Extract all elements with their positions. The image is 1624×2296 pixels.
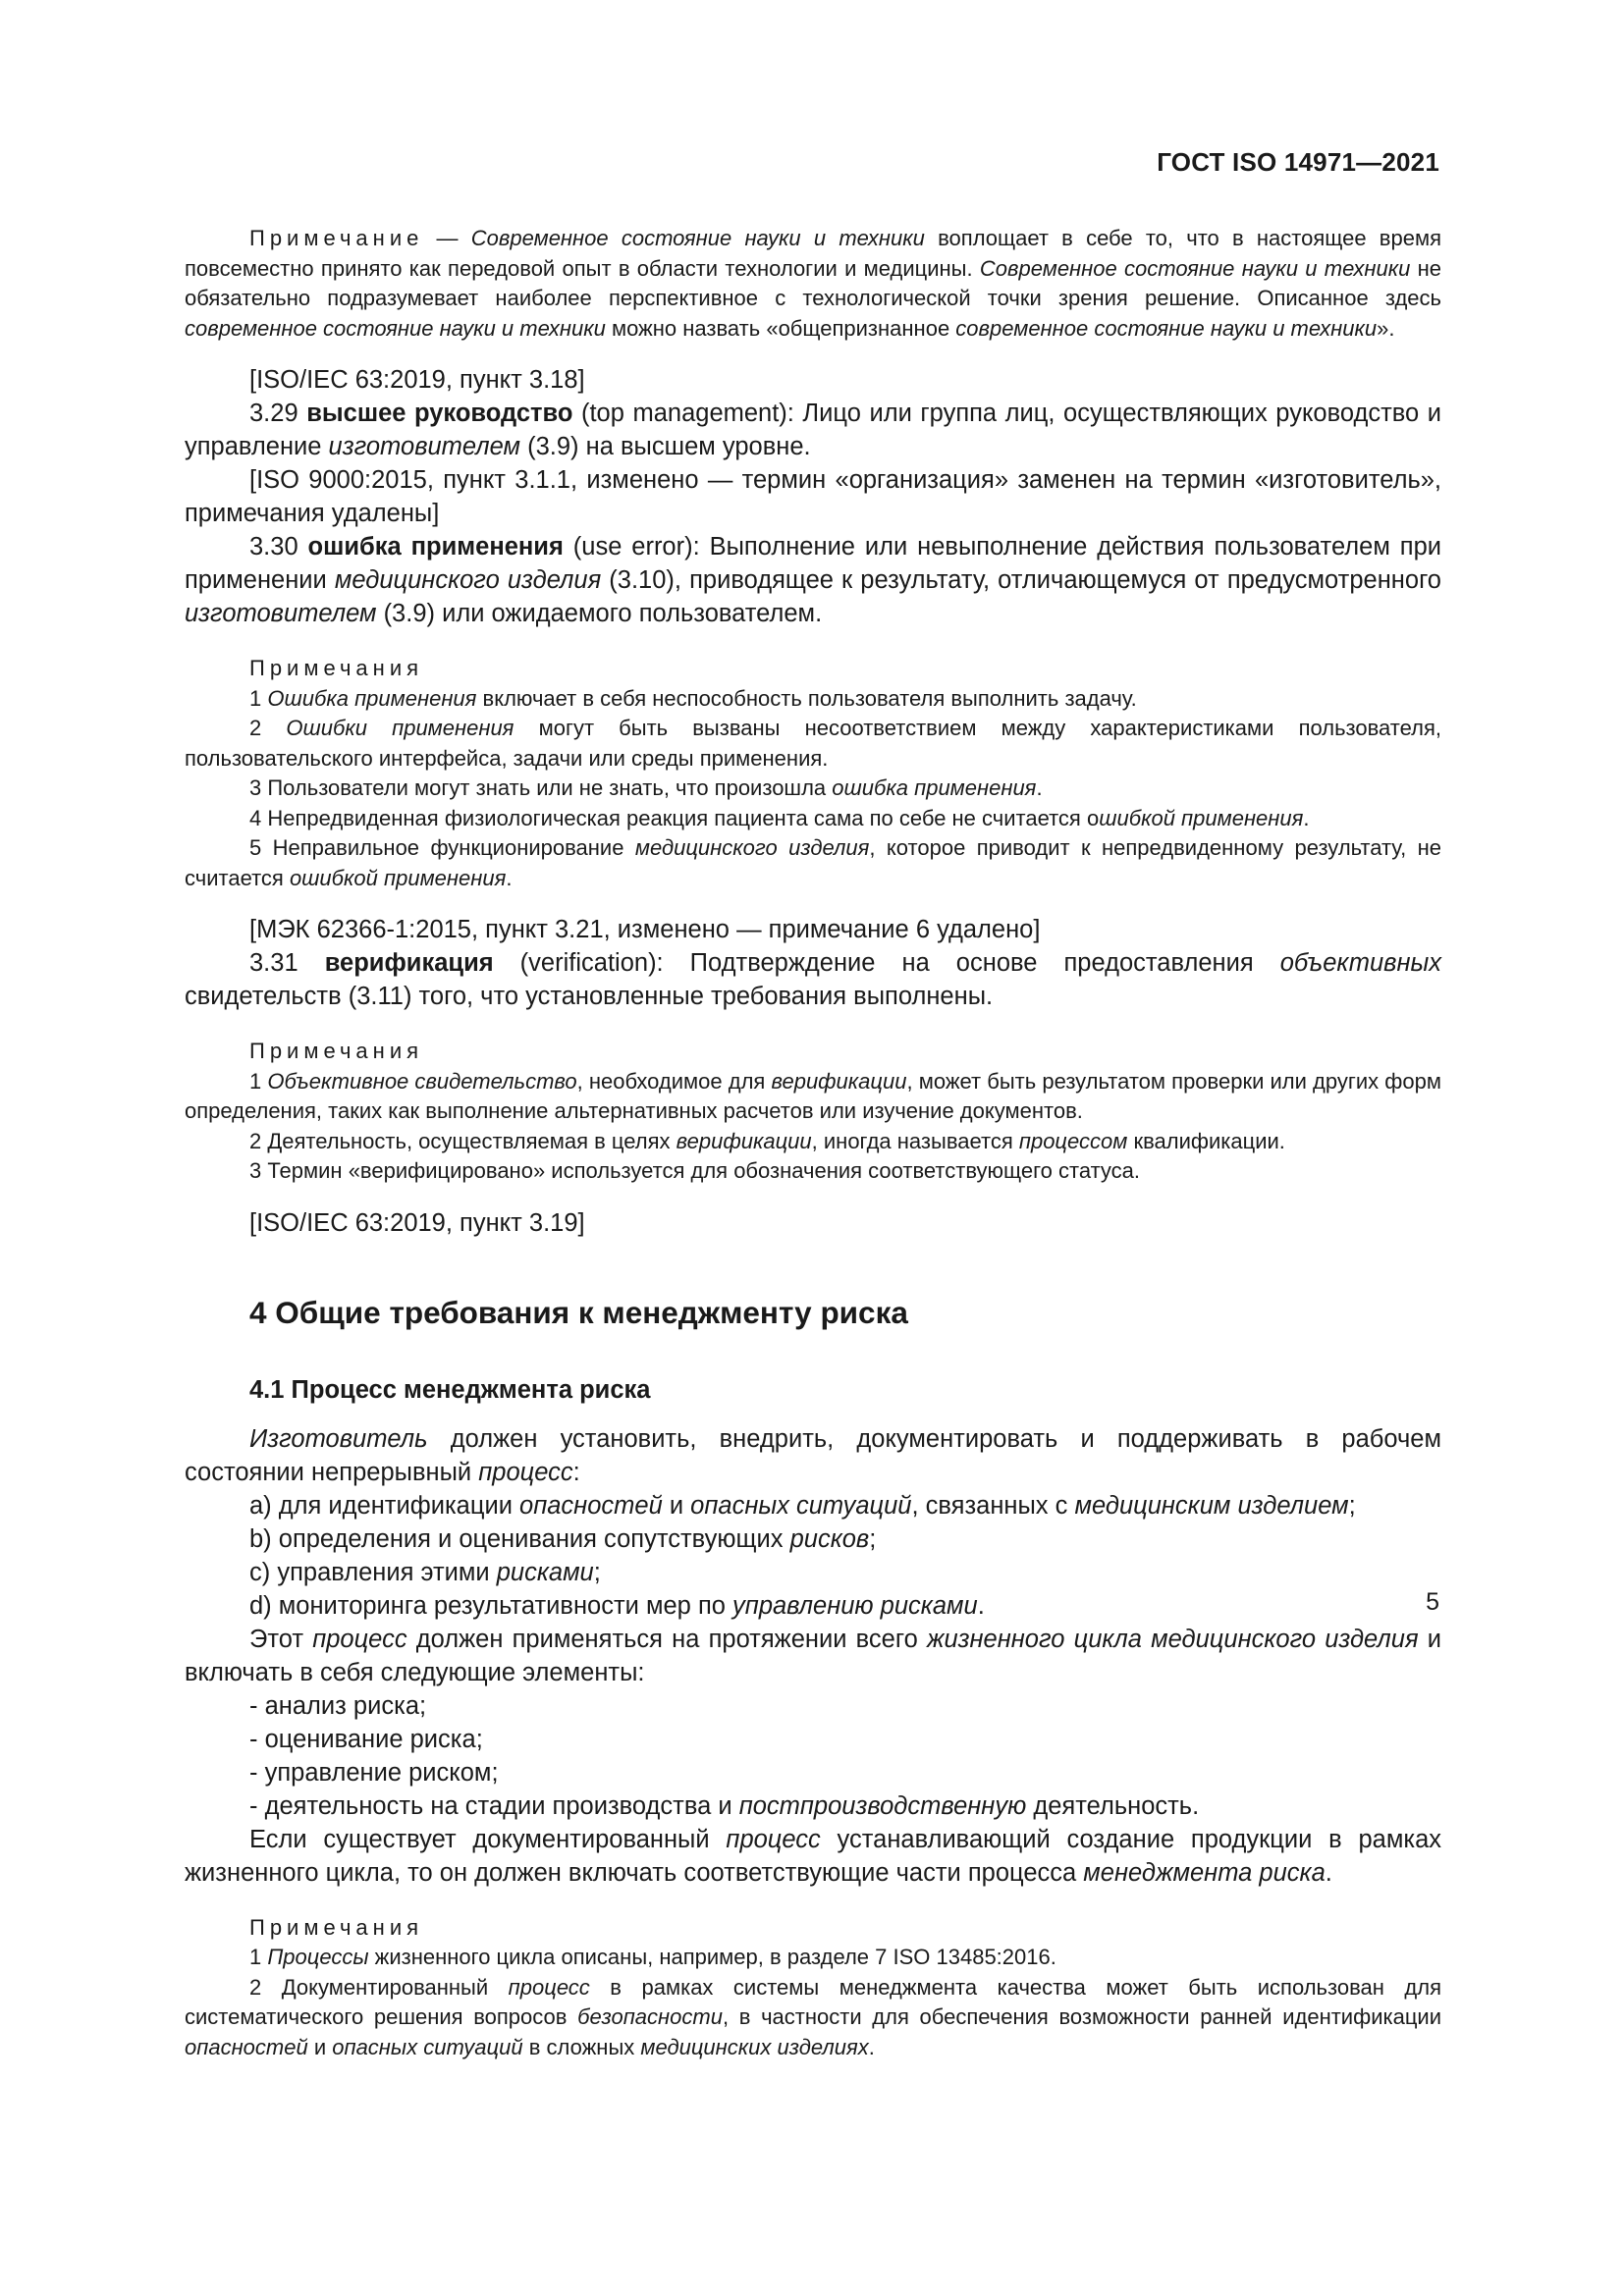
note-paragraph: Примечание — Современное состояние науки и техники воплощает в себе то, что в настоящее время повсеместно принято как передовой опыт в области технологии и медицины. Современное состояние науки и техники не обязательно подразумевает наиболее перспективное с технологической точки зрения решение. Описанное здесь современное состояние науки и техники можно назвать «общепризнанное современное состояние науки и техники».: [185, 226, 1441, 341]
notes-label: Примечания: [249, 1914, 424, 1940]
term-title: высшее руководство: [306, 400, 573, 427]
list-item: - управление риском;: [249, 1758, 499, 1787]
paragraph: Если существует документированный процесс устанавливающий создание продукции в рамках жизненного цикла, то он должен включать соответствующие части процесса менеджмента риска.: [185, 1825, 1441, 1887]
list-item: - деятельность на стадии производства и постпроизводственную деятельность.: [249, 1791, 1200, 1820]
note-item: 2 Документированный процесс в рамках системы менеджмента качества может быть использован для систематического решения вопросов безопасности, в частности для обеспечения возможности ранней идентификации опасностей и опасных ситуаций в сложных медицинских изделиях.: [185, 1974, 1442, 2059]
term-title: верификация: [324, 949, 494, 977]
note-label: Примечание: [249, 226, 424, 250]
page-number: 5: [1426, 1588, 1439, 1616]
note-item: 1 Ошибка применения включает в себя неспособность пользователя выполнить задачу.: [249, 685, 1137, 711]
note-item: 3 Пользователи могут знать или не знать, что произошла ошибка применения.: [249, 775, 1043, 800]
list-item: d) мониторинга результативности мер по управлению рисками.: [249, 1591, 985, 1620]
reference-3-30: [МЭК 62366-1:2015, пункт 3.21, изменено — примечание 6 удалено]: [249, 916, 1041, 943]
list-item: a) для идентификации опасностей и опасных ситуаций, связанных с медицинским изделием;: [249, 1491, 1356, 1520]
reference-3-29: [ISO 9000:2015, пункт 3.1.1, изменено — термин «организация» заменен на термин «изготовитель», примечания удалены]: [185, 466, 1441, 527]
section-4-heading: 4 Общие требования к менеджменту риска: [249, 1294, 908, 1330]
section-4-1-heading: 4.1 Процесс менеджмента риска: [249, 1375, 651, 1404]
list-item: c) управления этими рисками;: [249, 1558, 601, 1586]
reference-3-18: [ISO/IEC 63:2019, пункт 3.18]: [249, 366, 585, 394]
notes-label: Примечания: [249, 1039, 424, 1063]
note-item: 2 Ошибки применения могут быть вызваны несоответствием между характеристиками пользователя, пользовательского интерфейса, задачи или среды применения.: [185, 716, 1441, 771]
paragraph: Этот процесс должен применяться на протяжении всего жизненного цикла медицинского изделия и включать в себя следующие элементы:: [185, 1625, 1441, 1686]
note-item: 4 Непредвиденная физиологическая реакция пациента сама по себе не считается ошибкой применения.: [249, 805, 1310, 830]
note-item: 2 Деятельность, осуществляемая в целях верификации, иногда называется процессом квалификации.: [249, 1128, 1285, 1153]
document-header: ГОСТ ISO 14971—2021: [1157, 147, 1439, 177]
note-item: 1 Объективное свидетельство, необходимое для верификации, может быть результатом проверки или других форм определения, таких как выполнение альтернативных расчетов или изучение документов.: [185, 1068, 1441, 1123]
reference-3-19: [ISO/IEC 63:2019, пункт 3.19]: [249, 1208, 585, 1237]
term-title: ошибка применения: [307, 533, 564, 561]
list-item: b) определения и оценивания сопутствующих рисков;: [249, 1524, 877, 1553]
paragraph: Изготовитель должен установить, внедрить, документировать и поддерживать в рабочем состоянии непрерывный процесс:: [185, 1424, 1441, 1486]
note-item: 3 Термин «верифицировано» используется для обозначения соответствующего статуса.: [249, 1158, 1141, 1183]
term-3-30: 3.30 ошибка применения (use error): Выполнение или невыполнение действия пользователем при применении медицинского изделия (3.10), приводящее к результату, отличающемуся от предусмотренного изготовителем (3.9) или ожидаемого пользователем.: [185, 533, 1441, 627]
list-item: - оценивание риска;: [249, 1725, 483, 1753]
page-content: [185, 224, 1441, 2062]
term-3-29: 3.29 высшее руководство (top management): Лицо или группа лиц, осуществляющих руководство и управление изготовителем (3.9) на высшем уровне.: [185, 400, 1442, 460]
notes-label: Примечания: [249, 656, 424, 680]
term-3-31: 3.31 верификация (verification): Подтверждение на основе предоставления объективных свидетельств (3.11) того, что установленные требования выполнены.: [185, 949, 1442, 1010]
note-item: 5 Неправильное функционирование медицинского изделия, которое приводит к непредвиденному результату, не считается ошибкой применения.: [185, 835, 1441, 890]
note-item: 1 Процессы жизненного цикла описаны, например, в разделе 7 ISO 13485:2016.: [249, 1945, 1056, 1969]
list-item: - анализ риска;: [249, 1691, 427, 1720]
